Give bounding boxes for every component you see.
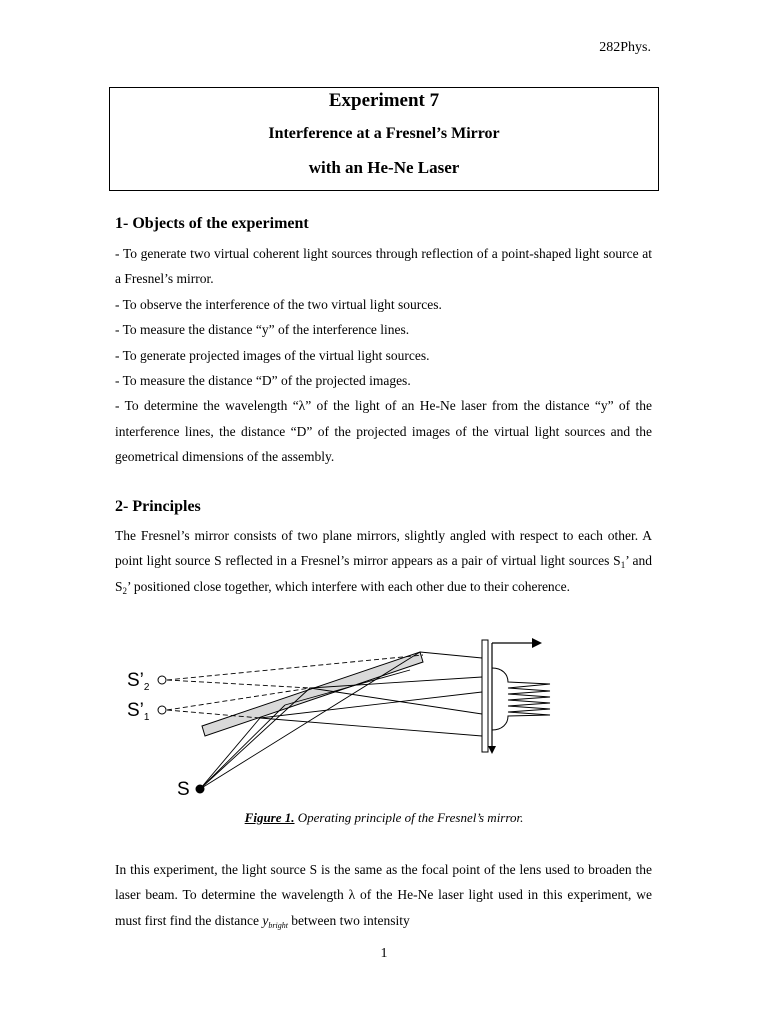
- reflected-ray: [420, 652, 482, 658]
- method-text: In this experiment, the light source S is the same as the focal point of the lens used to broaden the laser beam. To determine the wavelength λ of the He-Ne laser light used in this experiment, we must first find the distance $y_{bright}$ between two intensity: [115, 862, 652, 930]
- fresnel-mirror-diagram: [110, 630, 560, 800]
- experiment-number: Experiment 7: [328, 90, 440, 111]
- principles-text: The Fresnel’s mirror consists of two plane mirrors, slightly angled with respect to each other. A point light source S reflected in a Fresnel’s mirror appears as a pair of virtual light sources $S_1$’ and $S_2$’ positioned close together, which interfere with each other due to their coherence.: [115, 528, 652, 596]
- figure-caption: [0, 810, 768, 826]
- screen: [482, 640, 488, 752]
- page-number: 1: [380, 946, 388, 961]
- objective-item: - To measure the distance “y” of the interference lines.: [115, 322, 410, 338]
- experiment-title: Interference at a Fresnel’s Mirror: [268, 125, 500, 142]
- y-bright-symbol: $y_{bright}$: [262, 912, 288, 930]
- fresnel-mirror: [202, 652, 423, 736]
- interference-pattern: [492, 668, 550, 730]
- title-box: [109, 87, 659, 191]
- objective-item: - To determine the wavelength “λ” of the light of an He-Ne laser from the distance “y” of the interference lines, the distance “D” of the projected images of the virtual light sources and the geometrical dimensions of the assembly.: [115, 398, 652, 465]
- objective-item: - To measure the distance “D” of the projected images.: [115, 373, 411, 389]
- principles-paragraph: [115, 523, 652, 599]
- label-s: S: [177, 779, 190, 800]
- course-code: 282Phys.: [599, 40, 651, 55]
- section-2-heading: 2- Principles: [115, 498, 201, 515]
- virtual-source-s2: [158, 676, 166, 684]
- section-1-heading: 1- Objects of the experiment: [115, 215, 309, 232]
- ray: [200, 688, 310, 789]
- reflected-ray: [260, 718, 482, 736]
- virtual-source-s1: [158, 706, 166, 714]
- virtual-ray: [167, 680, 310, 688]
- label-s1: $S’_1$: [127, 700, 150, 723]
- axis-arrow-right: [532, 638, 542, 648]
- reflected-ray: [310, 688, 482, 714]
- point-source-s: [196, 785, 205, 794]
- figure-caption-label: Figure 1.: [244, 810, 295, 825]
- objective-item: - To generate two virtual coherent light sources through reflection of a point-shaped light source at a Fresnel’s mirror.: [115, 246, 652, 287]
- objective-item: - To observe the interference of the two virtual light sources.: [115, 296, 442, 312]
- figure-caption-text: Operating principle of the Fresnel’s mirror.: [294, 810, 524, 825]
- method-paragraph: [115, 857, 652, 933]
- experiment-subtitle: with an He-Ne Laser: [308, 158, 460, 177]
- objectives-list: [115, 241, 652, 470]
- objective-item: - To generate projected images of the virtual light sources.: [115, 347, 430, 363]
- label-s2: $S’_2$: [127, 670, 150, 693]
- axis-arrow-down: [488, 746, 496, 754]
